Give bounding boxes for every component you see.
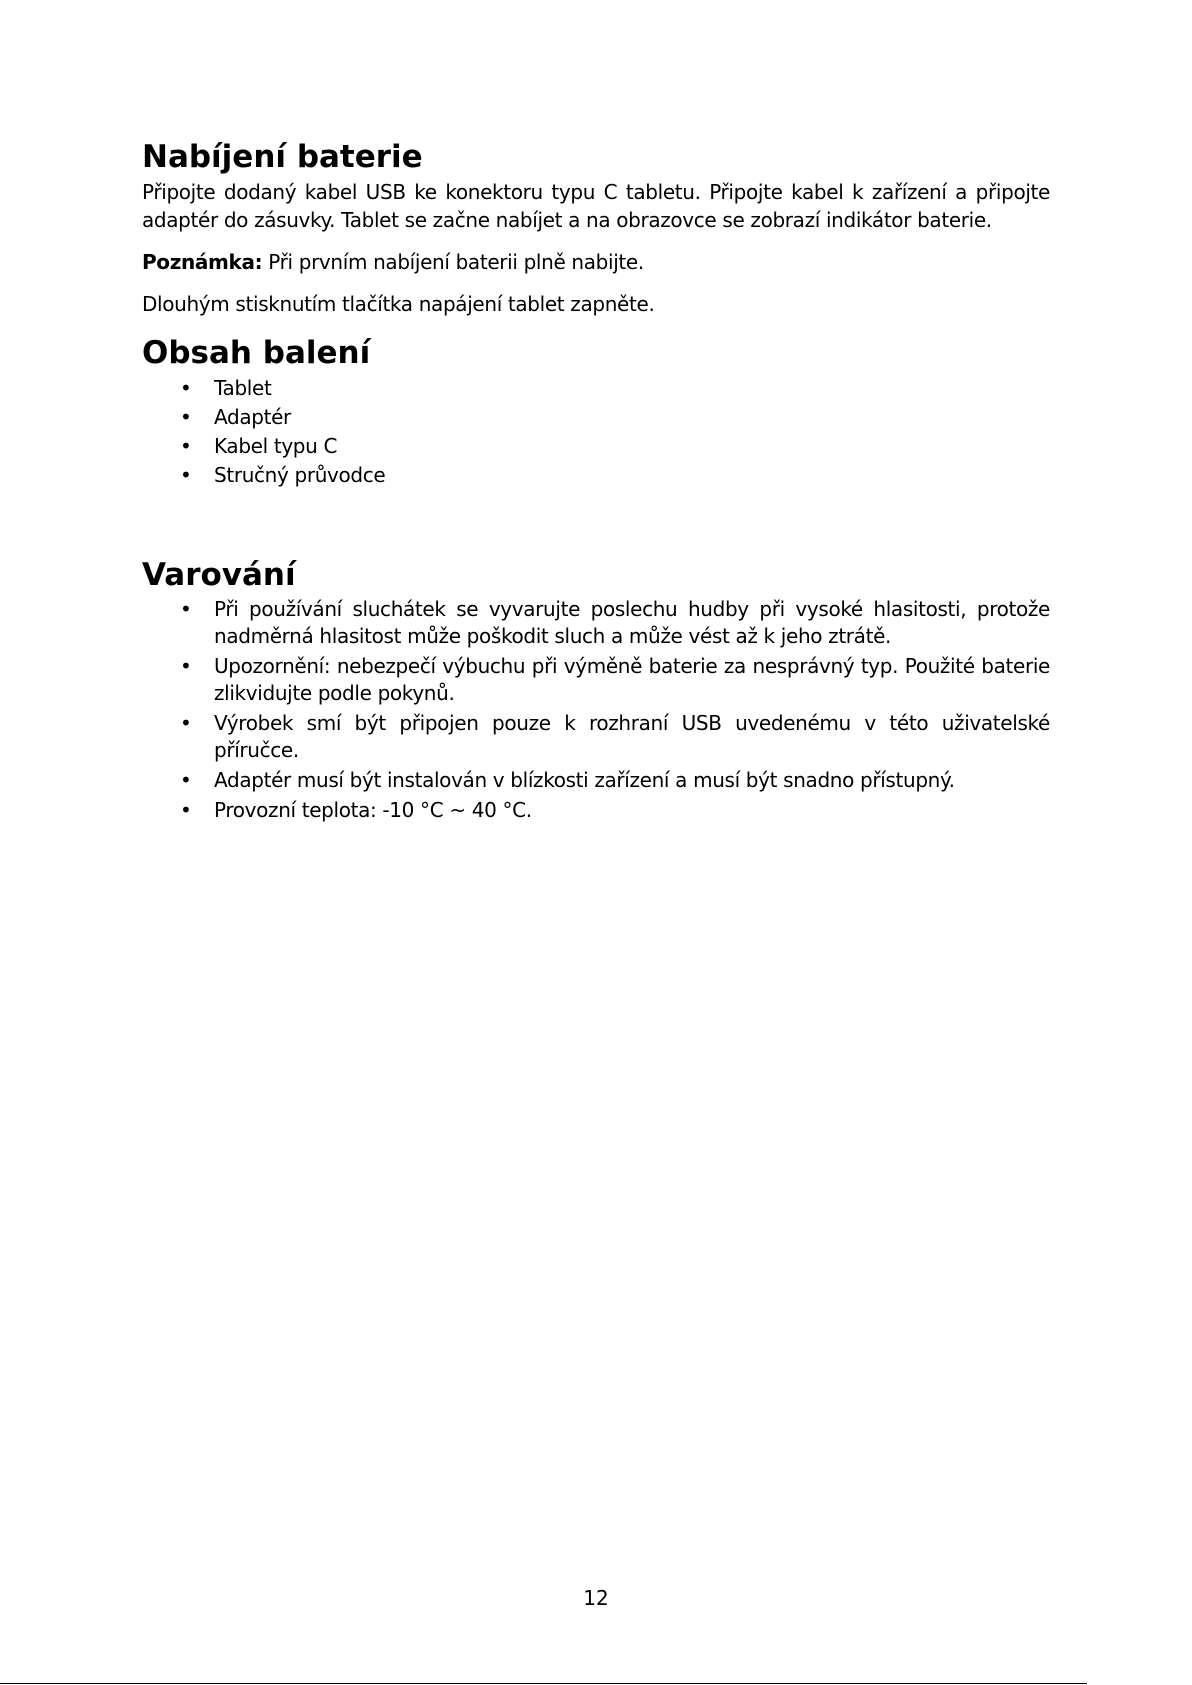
note-label: Poznámka: [142, 250, 263, 274]
list-item [142, 767, 1050, 794]
list-item [142, 653, 1050, 707]
charging-paragraph: Připojte dodaný kabel USB ke konektoru typu C tabletu. Připojte kabel k zařízení a připojte adaptér do zásuvky. Tablet se začne nabíjet a na obrazovce se zobrazí indikátor baterie. [142, 180, 1050, 232]
list-item [142, 432, 1050, 461]
charging-note [142, 248, 1050, 276]
bottom-divider [0, 1683, 1087, 1684]
bullet-icon: • [180, 463, 192, 487]
power-on-instruction: Dlouhým stisknutím tlačítka napájení tablet zapněte. [142, 292, 655, 316]
page-number: 12 [583, 1586, 609, 1610]
list-item-text: Upozornění: nebezpečí výbuchu při výměně baterie za nesprávný typ. Použité baterie zlikvidujte podle pokynů. [214, 654, 1050, 705]
package-list [142, 374, 1050, 490]
page-content [142, 138, 1050, 827]
bullet-icon: • [180, 711, 192, 735]
warnings-list [142, 596, 1050, 824]
list-item-text: Stručný průvodce [214, 463, 386, 487]
list-item [142, 374, 1050, 403]
list-item [142, 710, 1050, 764]
list-item [142, 596, 1050, 650]
list-item-text: Kabel typu C [214, 434, 338, 458]
list-item [142, 403, 1050, 432]
list-item-text: Při používání sluchátek se vyvarujte poslechu hudby při vysoké hlasitosti, protože nadměrná hlasitost může poškodit sluch a může vést až k jeho ztrátě. [214, 597, 1050, 648]
bullet-icon: • [180, 597, 192, 621]
bullet-icon: • [180, 376, 192, 400]
bullet-icon: • [180, 434, 192, 458]
package-heading: Obsah balení [142, 335, 371, 371]
list-item-text: Tablet [214, 376, 272, 400]
list-item-text: Výrobek smí být připojen pouze k rozhraní USB uvedenému v této uživatelské příručce. [214, 711, 1050, 762]
warnings-heading: Varování [142, 557, 296, 593]
bullet-icon: • [180, 798, 192, 822]
list-item-text: Provozní teplota: -10 °C ~ 40 °C. [214, 798, 532, 822]
charging-heading: Nabíjení baterie [142, 139, 423, 175]
bullet-icon: • [180, 405, 192, 429]
list-item-text: Adaptér musí být instalován v blízkosti zařízení a musí být snadno přístupný. [214, 768, 955, 792]
list-item [142, 461, 1050, 490]
note-text: Při prvním nabíjení baterii plně nabijte. [262, 250, 644, 274]
bullet-icon: • [180, 768, 192, 792]
list-item-text: Adaptér [214, 405, 291, 429]
list-item [142, 797, 1050, 824]
bullet-icon: • [180, 654, 192, 678]
